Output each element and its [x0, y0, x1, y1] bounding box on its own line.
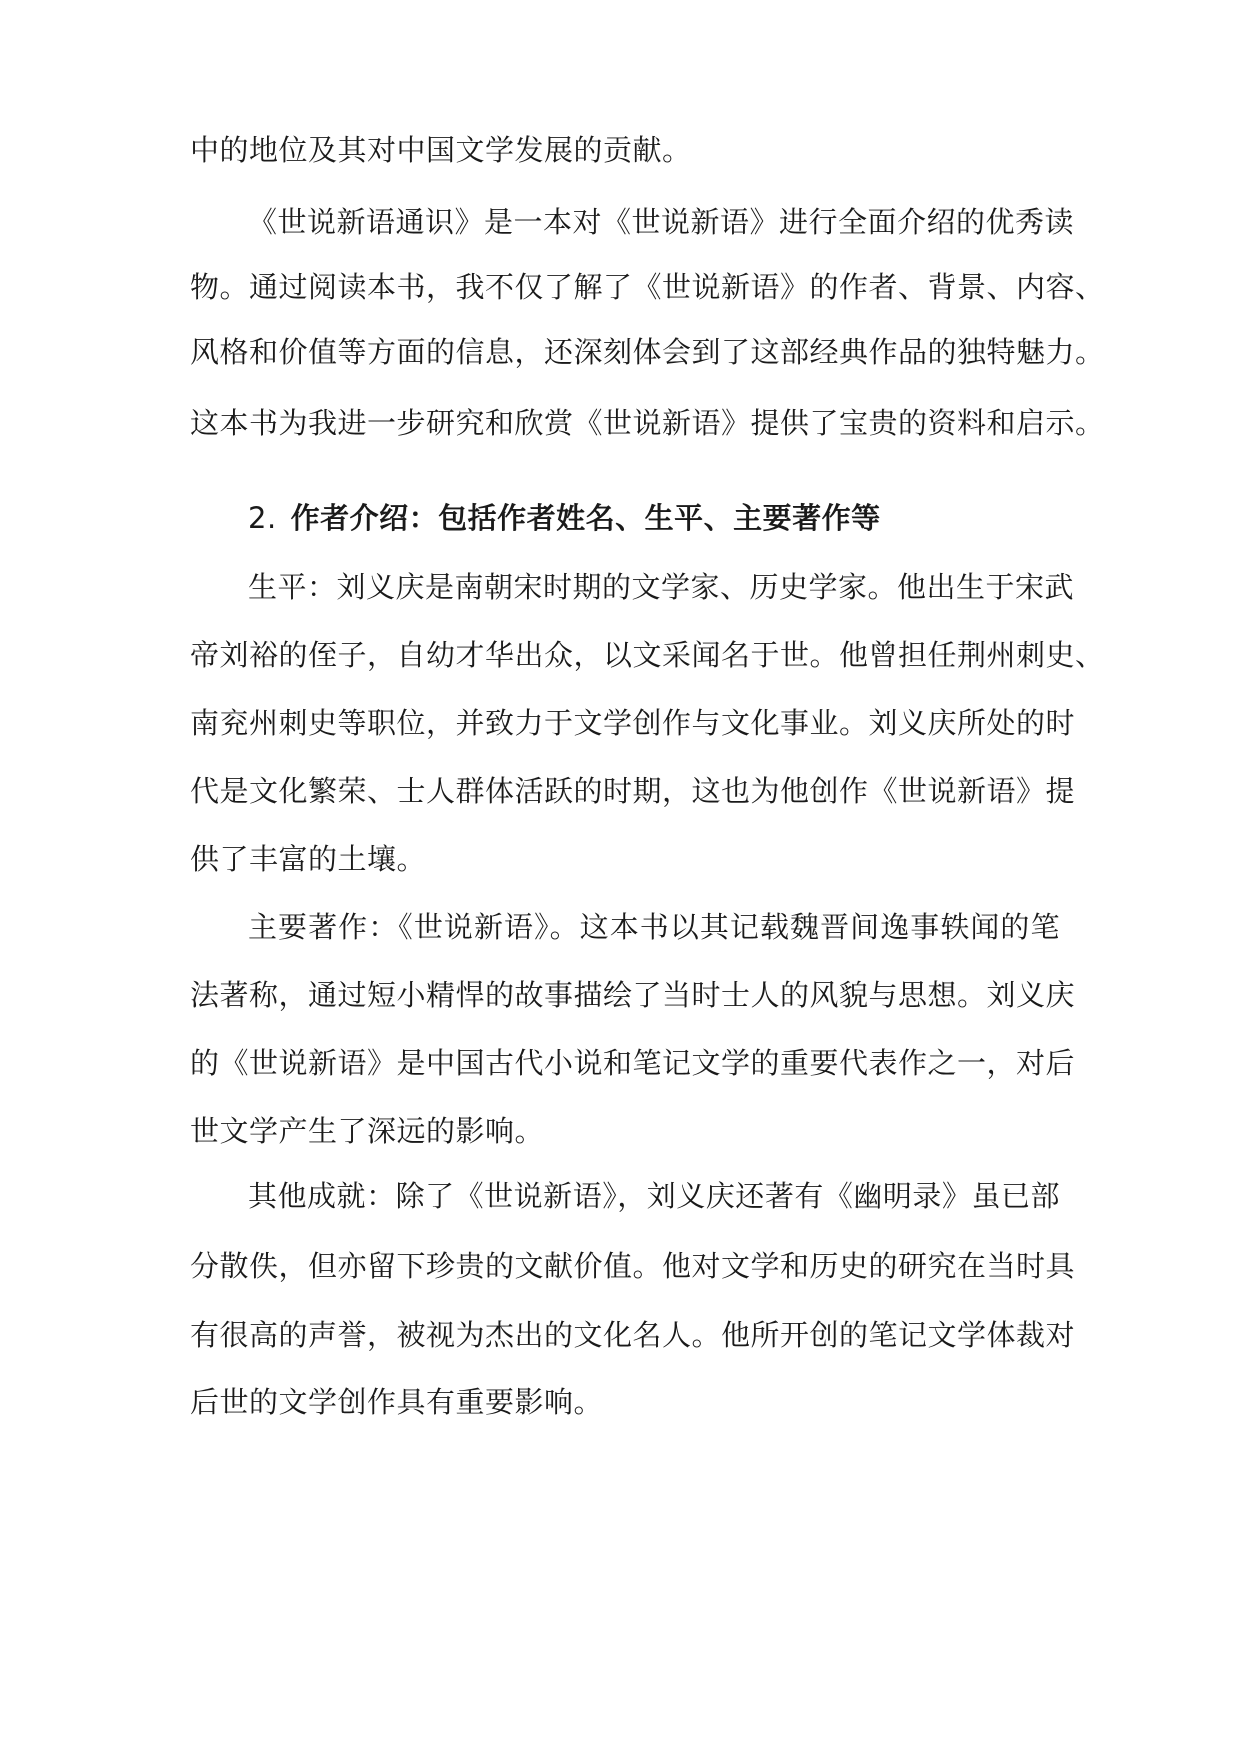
paragraph-line: 法著称，通过短小精悍的故事描绘了当时士人的风貌与思想。刘义庆 [190, 978, 1076, 1012]
paragraph-line: 帝刘裕的侄子，自幼才华出众，以文采闻名于世。他曾担任荆州刺史、 [190, 638, 1105, 672]
paragraph-line: 风格和价值等方面的信息，还深刻体会到了这部经典作品的独特魅力。 [190, 335, 1105, 369]
section-number: 2. [248, 501, 277, 535]
paragraph-line: 物。通过阅读本书，我不仅了解了《世说新语》的作者、背景、内容、 [190, 270, 1105, 304]
paragraph-line: 南兖州刺史等职位，并致力于文学创作与文化事业。刘义庆所处的时 [190, 706, 1076, 740]
paragraph-line: 世文学产生了深远的影响。 [190, 1114, 545, 1148]
section-title: 作者介绍：包括作者姓名、生平、主要著作等 [290, 501, 881, 535]
paragraph-line: 后世的文学创作具有重要影响。 [190, 1385, 604, 1419]
paragraph-line: 有很高的声誉，被视为杰出的文化名人。他所开创的笔记文学体裁对 [190, 1318, 1076, 1352]
paragraph-line: 分散佚，但亦留下珍贵的文献价值。他对文学和历史的研究在当时具 [190, 1249, 1076, 1283]
paragraph-line: 其他成就：除了《世说新语》，刘义庆还著有《幽明录》虽已部 [248, 1179, 1060, 1213]
paragraph-line: 生平：刘义庆是南朝宋时期的文学家、历史学家。他出生于宋武 [248, 570, 1075, 604]
paragraph-line: 这本书为我进一步研究和欣赏《世说新语》提供了宝贵的资料和启示。 [190, 406, 1105, 440]
section-heading [248, 488, 1060, 548]
paragraph-line: 代是文化繁荣、士人群体活跃的时期，这也为他创作《世说新语》提 [190, 774, 1076, 808]
paragraph-line: 主要著作：《世说新语》。这本书以其记载魏晋间逸事轶闻的笔 [248, 910, 1060, 944]
paragraph-line: 的《世说新语》是中国古代小说和笔记文学的重要代表作之一，对后 [190, 1046, 1076, 1080]
paragraph-line: 中的地位及其对中国文学发展的贡献。 [190, 133, 692, 167]
paragraph-line: 供了丰富的土壤。 [190, 842, 427, 876]
paragraph-line: 《世说新语通识》是一本对《世说新语》进行全面介绍的优秀读 [248, 205, 1075, 239]
